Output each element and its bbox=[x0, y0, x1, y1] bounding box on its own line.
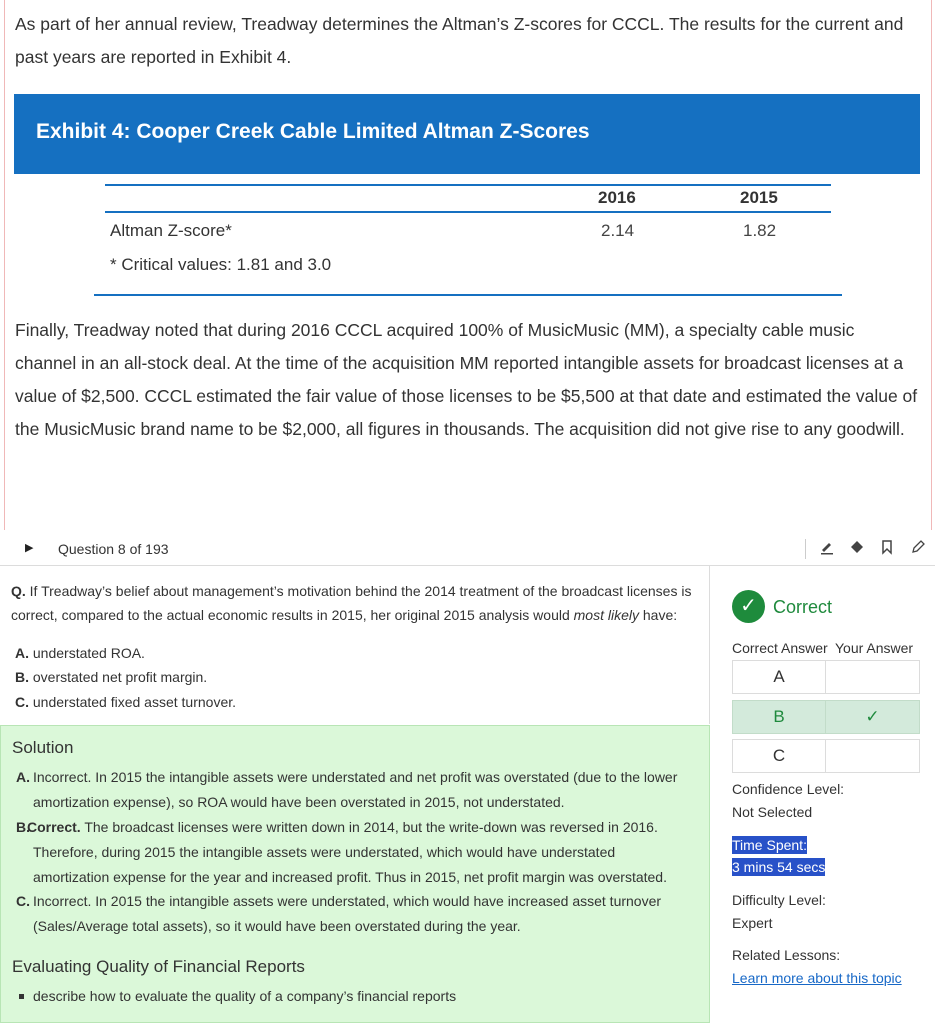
confidence-label: Confidence Level: bbox=[732, 781, 845, 797]
related-lessons-label: Related Lessons: bbox=[732, 947, 841, 963]
exhibit-footnote: * Critical values: 1.81 and 3.0 bbox=[110, 255, 332, 274]
highlighter-icon[interactable] bbox=[819, 539, 835, 559]
solution-item-a: A. Incorrect. In 2015 the intangible assets were understated and net profit was overstated (due to the lower amortization expense), so ROA would have been overstated in 2015, not understated. bbox=[16, 769, 678, 810]
exhibit-rule-bottom bbox=[94, 294, 842, 296]
question-stem-1: If Treadway’s belief about management’s motivation behind the 2014 treatment of the broadcast licenses is correct, compared to the actual economic results in 2015, her original 2015 analysis would bbox=[11, 583, 692, 623]
exhibit-col-2015: 2015 bbox=[740, 188, 778, 207]
answer-letter: B bbox=[732, 700, 826, 734]
lesson-title: Evaluating Quality of Financial Reports bbox=[12, 957, 305, 976]
difficulty-value: Expert bbox=[732, 915, 773, 931]
answer-row-c bbox=[732, 739, 920, 773]
confidence-value: Not Selected bbox=[732, 804, 813, 820]
question-text bbox=[11, 579, 701, 627]
passage-intro: As part of her annual review, Treadway determines the Altman’s Z-scores for CCCL. The results for the current and past years are reported in Exhibit 4. bbox=[15, 14, 904, 67]
your-answer-cell bbox=[825, 660, 920, 694]
your-answer-cell bbox=[825, 739, 920, 773]
question-bar bbox=[0, 533, 935, 566]
answer-row-b bbox=[732, 700, 920, 734]
toolbar-divider bbox=[805, 539, 806, 559]
your-answer-header: Your Answer bbox=[835, 640, 914, 656]
question-number: Question 8 of 193 bbox=[58, 541, 169, 557]
exhibit-row-label: Altman Z-score* bbox=[110, 221, 232, 240]
solution-title: Solution bbox=[12, 738, 74, 757]
question-stem-2: have: bbox=[639, 607, 678, 623]
learn-more-link[interactable]: Learn more about this topic bbox=[732, 970, 902, 986]
bullet-icon bbox=[19, 994, 24, 999]
check-circle-icon: ✓ bbox=[732, 590, 765, 623]
passage-followup: Finally, Treadway noted that during 2016 CCCL acquired 100% of MusicMusic (MM), a specialty cable music channel in an all-stock deal. At the time of the acquisition MM reported intangible assets for broadcast licenses at a value of $2,500. CCCL estimated the fair value of those licenses to be $5,500 at that date and estimated the value of the MusicMusic brand name to be $2,000, all figures in thousands. The acquisition did not give rise to any goodwill. bbox=[15, 320, 918, 439]
exhibit-value-2015: 1.82 bbox=[743, 221, 777, 240]
exhibit-rule-mid bbox=[105, 211, 831, 213]
correct-answer-header: Correct Answer bbox=[732, 640, 828, 656]
your-answer-check-icon: ✓ bbox=[825, 700, 920, 734]
result-panel bbox=[711, 566, 935, 1024]
exhibit-header bbox=[14, 94, 920, 174]
choice-b[interactable]: B. overstated net profit margin. bbox=[15, 669, 208, 685]
exhibit-title: Exhibit 4: Cooper Creek Cable Limited Altman Z-Scores bbox=[36, 120, 590, 143]
exhibit-rule-top bbox=[105, 184, 831, 186]
difficulty-label: Difficulty Level: bbox=[732, 892, 826, 908]
pencil-icon[interactable] bbox=[910, 539, 926, 559]
solution-panel: Solution A. Incorrect. In 2015 the intangible assets were understated and net profit was overstated (due to the lower amortization expense), so ROA would have been overstated in 2015, not understated. B. Correct. The broadcast licenses were written down in 2014, but the write-down was reversed in 2016. Therefore, during 2015 the intangible assets were understated, which would have understated amortization expense for the year and increased profit. Thus in 2015, net profit margin was overstated. C. Incorrect. In 2015 the intangible assets were understated, which would have increased asset turnover (Sales/Average total assets), so it would have been overstated during the year. Evaluating Quality of Financial Reports describe how to evaluate the quality of a company’s financial reports bbox=[0, 725, 710, 1023]
solution-item-b: B. Correct. The broadcast licenses were written down in 2014, but the write-down was reversed in 2016. Therefore, during 2015 the intangible assets were understated, which would have understated amortization expense for the year and increased profit. Thus in 2015, net profit margin was overstated. bbox=[16, 819, 667, 885]
time-spent-value: 3 mins 54 secs bbox=[732, 859, 826, 875]
eraser-icon[interactable] bbox=[849, 539, 865, 559]
expand-triangle-icon[interactable]: ▶ bbox=[25, 542, 34, 554]
question-panel bbox=[0, 566, 710, 724]
solution-item-c: C. Incorrect. In 2015 the intangible assets were understated, which would have increased asset turnover (Sales/Average total assets), so it would have been overstated during the year. bbox=[16, 893, 662, 934]
bookmark-icon[interactable] bbox=[880, 539, 894, 559]
question-prefix: Q. bbox=[11, 583, 26, 599]
answer-letter: C bbox=[732, 739, 826, 773]
time-spent-label: Time Spent: bbox=[732, 837, 807, 853]
answer-row-a bbox=[732, 660, 920, 694]
exhibit-col-2016: 2016 bbox=[598, 188, 636, 207]
choice-c[interactable]: C. understated fixed asset turnover. bbox=[15, 694, 237, 710]
choice-a[interactable]: A. understated ROA. bbox=[15, 645, 145, 661]
answer-letter: A bbox=[732, 660, 826, 694]
exhibit-value-2016: 2.14 bbox=[601, 221, 635, 240]
result-status: Correct bbox=[773, 597, 833, 617]
question-stem-italic: most likely bbox=[573, 607, 639, 623]
